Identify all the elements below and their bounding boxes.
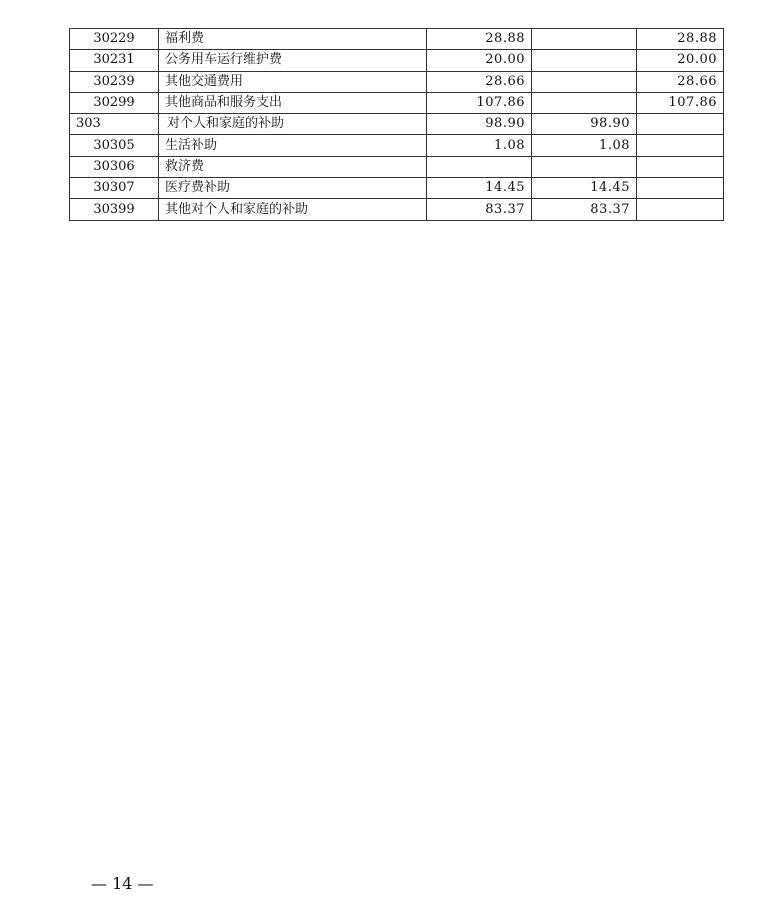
account-name: 其他商品和服务支出 xyxy=(159,92,427,113)
table-row xyxy=(70,92,724,113)
table-row xyxy=(70,156,724,177)
page-number: — 14 — xyxy=(91,874,154,893)
table-row xyxy=(70,135,724,156)
basic-expenditure: 98.90 xyxy=(532,114,637,135)
project-expenditure: 20.00 xyxy=(637,50,724,71)
account-code: 30307 xyxy=(70,178,159,199)
project-expenditure xyxy=(637,114,724,135)
table-row xyxy=(70,114,724,135)
table-row xyxy=(70,29,724,50)
account-code: 30299 xyxy=(70,92,159,113)
account-name: 其他交通费用 xyxy=(159,71,427,92)
basic-expenditure xyxy=(532,29,637,50)
table-row xyxy=(70,71,724,92)
account-code: 30399 xyxy=(70,199,159,220)
basic-expenditure xyxy=(532,50,637,71)
project-expenditure: 28.88 xyxy=(637,29,724,50)
account-code: 30231 xyxy=(70,50,159,71)
account-name: 其他对个人和家庭的补助 xyxy=(159,199,427,220)
total-amount: 83.37 xyxy=(427,199,532,220)
total-amount: 20.00 xyxy=(427,50,532,71)
table-row xyxy=(70,178,724,199)
budget-table xyxy=(69,28,724,221)
table-row xyxy=(70,50,724,71)
basic-expenditure xyxy=(532,92,637,113)
account-name: 救济费 xyxy=(159,156,427,177)
project-expenditure xyxy=(637,199,724,220)
project-expenditure: 28.66 xyxy=(637,71,724,92)
total-amount: 107.86 xyxy=(427,92,532,113)
account-code: 30239 xyxy=(70,71,159,92)
total-amount: 14.45 xyxy=(427,178,532,199)
total-amount xyxy=(427,156,532,177)
table-row xyxy=(70,199,724,220)
total-amount: 28.88 xyxy=(427,29,532,50)
account-name: 对个人和家庭的补助 xyxy=(159,114,427,135)
basic-expenditure xyxy=(532,156,637,177)
account-name: 公务用车运行维护费 xyxy=(159,50,427,71)
account-name: 福利费 xyxy=(159,29,427,50)
account-name: 医疗费补助 xyxy=(159,178,427,199)
account-code: 303 xyxy=(70,114,159,135)
account-code: 30306 xyxy=(70,156,159,177)
project-expenditure: 107.86 xyxy=(637,92,724,113)
account-name: 生活补助 xyxy=(159,135,427,156)
project-expenditure xyxy=(637,135,724,156)
project-expenditure xyxy=(637,156,724,177)
total-amount: 28.66 xyxy=(427,71,532,92)
total-amount: 98.90 xyxy=(427,114,532,135)
basic-expenditure: 83.37 xyxy=(532,199,637,220)
basic-expenditure: 14.45 xyxy=(532,178,637,199)
account-code: 30305 xyxy=(70,135,159,156)
project-expenditure xyxy=(637,178,724,199)
basic-expenditure: 1.08 xyxy=(532,135,637,156)
basic-expenditure xyxy=(532,71,637,92)
total-amount: 1.08 xyxy=(427,135,532,156)
account-code: 30229 xyxy=(70,29,159,50)
